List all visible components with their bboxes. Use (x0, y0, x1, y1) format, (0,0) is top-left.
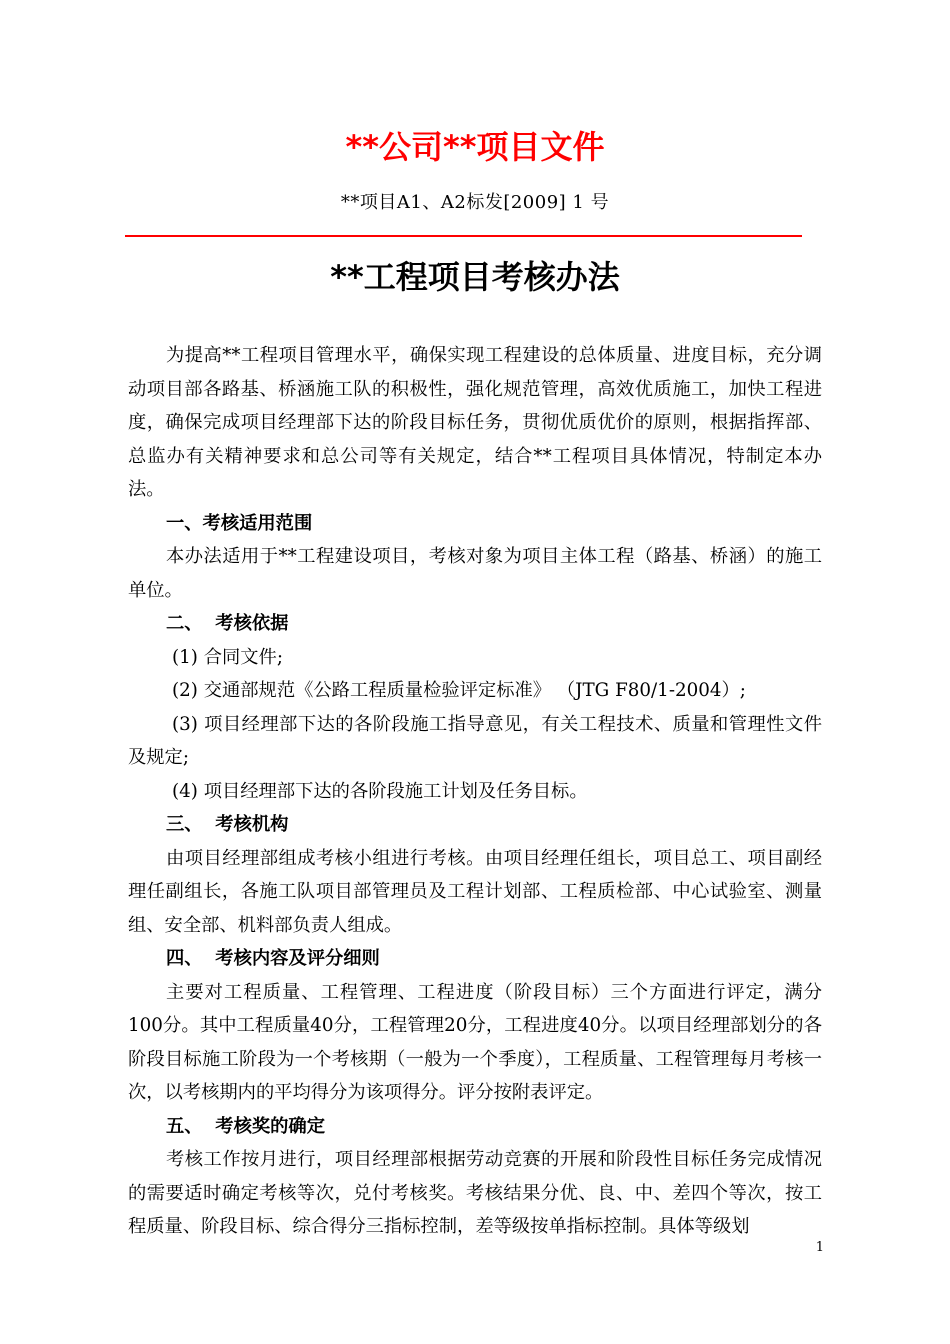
section-award-text: 考核工作按月进行，项目经理部根据劳动竞赛的开展和阶段性目标任务完成情况的需要适时确定考核等次，兑付考核奖。考核结果分优、良、中、差四个等次，按工程质量、阶段目标、综合得分三指标控制，差等级按单指标控制。具体等级划 (128, 1149, 822, 1237)
section-heading-content: 四、 考核内容及评分细则 (166, 948, 380, 969)
section-heading-basis: 二、 考核依据 (166, 613, 289, 634)
document-body (128, 339, 822, 1244)
basis-item: (2) 交通部规范《公路工程质量检验评定标准》 （JTG F80/1-2004）; (172, 680, 746, 701)
section-organization-text: 由项目经理部组成考核小组进行考核。由项目经理任组长，项目总工、项目副经理任副组长，各施工队项目部管理员及工程计划部、工程质检部、中心试验室、测量组、安全部、机料部负责人组成。 (128, 847, 822, 936)
red-divider (125, 235, 802, 237)
section-heading-organization: 三、 考核机构 (166, 814, 289, 835)
page-number: 1 (815, 1240, 824, 1255)
basis-item: (4) 项目经理部下达的各阶段施工计划及任务目标。 (172, 780, 588, 802)
basis-item: (1) 合同文件; (172, 646, 283, 668)
section-heading-award: 五、 考核奖的确定 (166, 1115, 325, 1137)
document-number: **项目A1、A2标发[2009] 1 号 (340, 192, 610, 213)
section-heading-scope: 一、考核适用范围 (166, 512, 313, 534)
org-header-title: **公司**项目文件 (345, 128, 605, 166)
intro-paragraph: 为提高**工程项目管理水平，确保实现工程建设的总体质量、进度目标，充分调动项目部各路基、桥涵施工队的积极性，强化规范管理，高效优质施工，加快工程进度，确保完成项目经理部下达的阶段目标任务，贯彻优质优价的原则，根据指挥部、总监办有关精神要求和总公司等有关规定，结合**工程项目具体情况，特制定本办法。 (128, 345, 822, 500)
page-number-container (0, 1236, 950, 1255)
basis-item: (3) 项目经理部下达的各阶段施工指导意见，有关工程技术、质量和管理性文件及规定; (128, 713, 822, 768)
section-scope-text: 本办法适用于**工程建设项目，考核对象为项目主体工程（路基、桥涵）的施工单位。 (128, 546, 822, 601)
document-title: **工程项目考核办法 (330, 258, 620, 296)
section-content-text: 主要对工程质量、工程管理、工程进度（阶段目标）三个方面进行评定，满分100分。其中工程质量40分，工程管理20分，工程进度40分。以项目经理部划分的各阶段目标施工阶段为一个考核期（一般为一个季度），工程质量、工程管理每月考核一次，以考核期内的平均得分为该项得分。评分按附表评定。 (128, 981, 822, 1103)
